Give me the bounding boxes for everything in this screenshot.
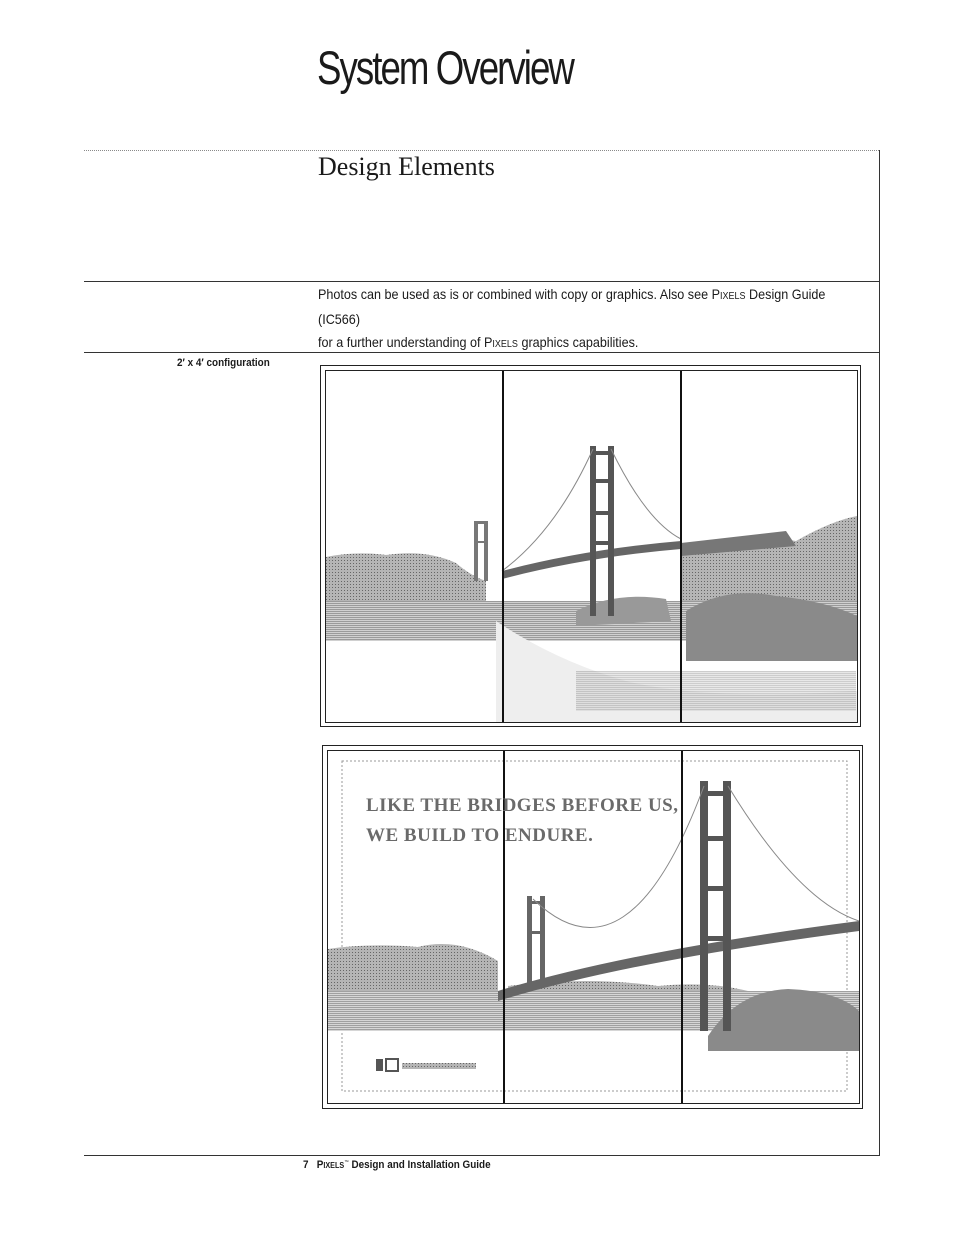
section-heading: Design Elements [318,152,495,181]
footer-tm: ™ [344,1159,349,1166]
bridge-photo-panel [325,370,858,723]
caption-line-1: LIKE THE BRIDGES BEFORE US, [366,795,679,816]
panel-caption [366,791,679,851]
footer-divider [84,1155,879,1156]
figure-label: 2′ x 4′ configuration [177,357,270,369]
right-margin-rule [879,150,880,1156]
intro-text-2: Design Guide (IC566) [318,286,826,327]
intro-brand-1: IXELS [720,291,746,302]
figure-divider [84,352,879,353]
bridge-photo-icon [326,371,857,722]
page-title: System Overview [317,41,573,94]
intro-text-3: for a further understanding of P [318,334,493,350]
dotted-divider [84,150,879,151]
logo-mark-icon [376,1059,476,1071]
page-number: 7 [303,1159,309,1171]
footer-brand-sc: IXELS [323,1161,345,1170]
footer-title: Design and Installation Guide [348,1159,491,1171]
intro-paragraph [318,283,858,356]
intro-text-1: Photos can be used as is or combined with copy or graphics. Also see P [318,286,721,302]
section-divider [84,281,879,282]
intro-brand-2: IXELS [492,339,518,350]
caption-line-2: WE BUILD TO ENDURE. [366,825,594,846]
footer-brand-p: P [316,1159,324,1171]
page-footer [303,1159,491,1171]
intro-text-4: graphics capabilities. [517,334,639,350]
bridge-caption-panel [327,750,860,1104]
